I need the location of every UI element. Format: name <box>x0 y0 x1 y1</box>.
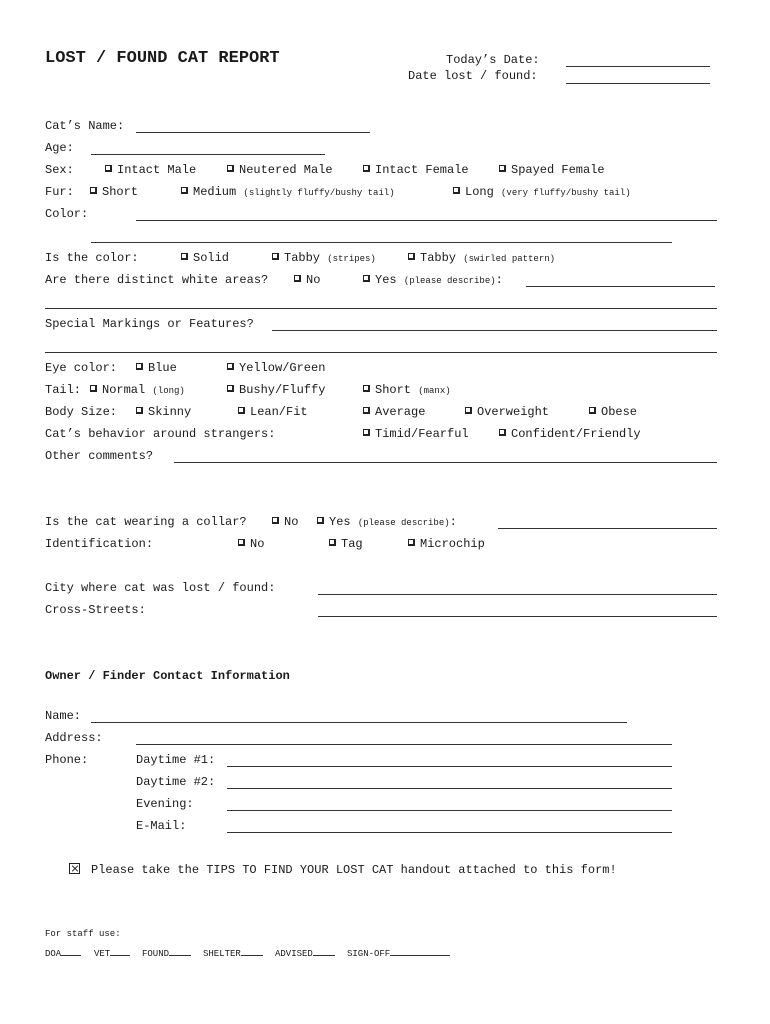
id-microchip-option[interactable]: Microchip <box>408 536 485 552</box>
daytime1-field[interactable] <box>227 766 672 767</box>
color-solid-option[interactable]: Solid <box>181 250 229 266</box>
cat-name-label: Cat’s Name: <box>45 119 125 133</box>
contact-heading: Owner / Finder Contact Information <box>45 669 290 683</box>
body-overweight-option[interactable]: Overweight <box>465 404 549 420</box>
staff-found: FOUND <box>142 946 191 962</box>
is-color-label: Is the color: <box>45 251 139 265</box>
checkbox-icon <box>136 363 143 370</box>
daytime2-field[interactable] <box>227 788 672 789</box>
checkbox-icon <box>227 385 234 392</box>
checkbox-icon <box>317 517 324 524</box>
staff-vet: VET <box>94 946 130 962</box>
fur-medium-option[interactable]: Medium (slightly fluffy/bushy tail) <box>181 184 395 201</box>
checkbox-icon <box>453 187 460 194</box>
form-title: LOST / FOUND CAT REPORT <box>45 49 280 68</box>
checkbox-icon <box>499 429 506 436</box>
checkbox-icon <box>363 385 370 392</box>
staff-shelter: SHELTER <box>203 946 263 962</box>
markings-field-1[interactable] <box>272 330 717 331</box>
phone-label: Phone: <box>45 753 89 767</box>
contact-name-field[interactable] <box>91 722 627 723</box>
color-tabby-stripes-option[interactable]: Tabby (stripes) <box>272 250 376 267</box>
checkbox-icon <box>363 429 370 436</box>
checkbox-icon <box>329 539 336 546</box>
cat-name-field[interactable] <box>136 132 370 133</box>
collar-no-option[interactable]: No <box>272 514 298 530</box>
sex-label: Sex: <box>45 163 74 177</box>
sex-spayed-female-option[interactable]: Spayed Female <box>499 162 605 178</box>
evening-label: Evening: <box>136 797 194 811</box>
id-tag-option[interactable]: Tag <box>329 536 363 552</box>
age-field[interactable] <box>91 154 325 155</box>
checkbox-icon <box>294 275 301 282</box>
fur-label: Fur: <box>45 185 74 199</box>
collar-label: Is the cat wearing a collar? <box>45 515 247 529</box>
city-label: City where cat was lost / found: <box>45 581 276 595</box>
behavior-timid-option[interactable]: Timid/Fearful <box>363 426 469 442</box>
other-comments-label: Other comments? <box>45 449 154 463</box>
city-field[interactable] <box>318 594 717 595</box>
tips-checkbox[interactable] <box>69 862 89 878</box>
behavior-label: Cat’s behavior around strangers: <box>45 427 276 441</box>
checkbox-icon <box>408 539 415 546</box>
tail-short-option[interactable]: Short (manx) <box>363 382 451 399</box>
fur-long-option[interactable]: Long (very fluffy/bushy tail) <box>453 184 631 201</box>
white-areas-label: Are there distinct white areas? <box>45 273 269 287</box>
checkbox-icon <box>499 165 506 172</box>
collar-describe-field[interactable] <box>498 528 717 529</box>
sex-intact-female-option[interactable]: Intact Female <box>363 162 469 178</box>
eye-blue-option[interactable]: Blue <box>136 360 177 376</box>
checkbox-icon <box>272 517 279 524</box>
white-areas-field-1[interactable] <box>526 286 715 287</box>
checkbox-icon <box>363 165 370 172</box>
body-lean-option[interactable]: Lean/Fit <box>238 404 308 420</box>
checkbox-icon <box>238 539 245 546</box>
other-comments-field[interactable] <box>174 462 717 463</box>
email-field[interactable] <box>227 832 672 833</box>
markings-label: Special Markings or Features? <box>45 317 254 331</box>
white-areas-field-2[interactable] <box>45 308 717 309</box>
checkbox-icon <box>181 187 188 194</box>
staff-signoff: SIGN-OFF <box>347 946 450 962</box>
color-field-2[interactable] <box>91 242 672 243</box>
tips-note: Please take the TIPS TO FIND YOUR LOST CAT handout attached to this form! <box>91 863 617 877</box>
cross-streets-label: Cross-Streets: <box>45 603 146 617</box>
eye-color-label: Eye color: <box>45 361 118 375</box>
email-label: E-Mail: <box>136 819 187 833</box>
markings-field-2[interactable] <box>45 352 717 353</box>
behavior-confident-option[interactable]: Confident/Friendly <box>499 426 641 442</box>
todays-date-field[interactable] <box>566 66 710 67</box>
tail-normal-option[interactable]: Normal (long) <box>90 382 185 399</box>
body-obese-option[interactable]: Obese <box>589 404 637 420</box>
body-average-option[interactable]: Average <box>363 404 425 420</box>
color-label: Color: <box>45 207 89 221</box>
daytime1-label: Daytime #1: <box>136 753 216 767</box>
collar-yes-option[interactable]: Yes (please describe): <box>317 514 457 531</box>
checkbox-icon <box>90 385 97 392</box>
staff-doa: DOA <box>45 946 81 962</box>
checkbox-icon <box>589 407 596 414</box>
checkbox-icon <box>136 407 143 414</box>
white-yes-option[interactable]: Yes (please describe): <box>363 272 503 289</box>
sex-neutered-male-option[interactable]: Neutered Male <box>227 162 333 178</box>
age-label: Age: <box>45 141 74 155</box>
checkbox-icon <box>363 275 370 282</box>
checkbox-icon <box>181 253 188 260</box>
cross-streets-field[interactable] <box>318 616 717 617</box>
checked-box-icon <box>69 863 80 874</box>
identification-label: Identification: <box>45 537 154 551</box>
checkbox-icon <box>90 187 97 194</box>
date-lost-found-field[interactable] <box>566 83 710 84</box>
checkbox-icon <box>363 407 370 414</box>
body-size-label: Body Size: <box>45 405 118 419</box>
id-no-option[interactable]: No <box>238 536 264 552</box>
checkbox-icon <box>227 165 234 172</box>
daytime2-label: Daytime #2: <box>136 775 216 789</box>
checkbox-icon <box>465 407 472 414</box>
checkbox-icon <box>238 407 245 414</box>
eye-yellow-green-option[interactable]: Yellow/Green <box>227 360 325 376</box>
staff-use-label: For staff use: <box>45 929 121 939</box>
checkbox-icon <box>105 165 112 172</box>
body-skinny-option[interactable]: Skinny <box>136 404 191 420</box>
date-lost-found-label: Date lost / found: <box>408 69 538 83</box>
color-tabby-swirled-option[interactable]: Tabby (swirled pattern) <box>408 250 555 267</box>
contact-name-label: Name: <box>45 709 82 723</box>
checkbox-icon <box>227 363 234 370</box>
tail-bushy-option[interactable]: Bushy/Fluffy <box>227 382 325 398</box>
todays-date-label: Today’s Date: <box>446 53 540 67</box>
evening-field[interactable] <box>227 810 672 811</box>
tail-label: Tail: <box>45 383 82 397</box>
checkbox-icon <box>272 253 279 260</box>
fur-short-option[interactable]: Short <box>90 184 138 200</box>
color-field-1[interactable] <box>136 220 717 221</box>
sex-intact-male-option[interactable]: Intact Male <box>105 162 196 178</box>
white-no-option[interactable]: No <box>294 272 320 288</box>
address-field[interactable] <box>136 744 672 745</box>
checkbox-icon <box>408 253 415 260</box>
staff-advised: ADVISED <box>275 946 335 962</box>
address-label: Address: <box>45 731 103 745</box>
